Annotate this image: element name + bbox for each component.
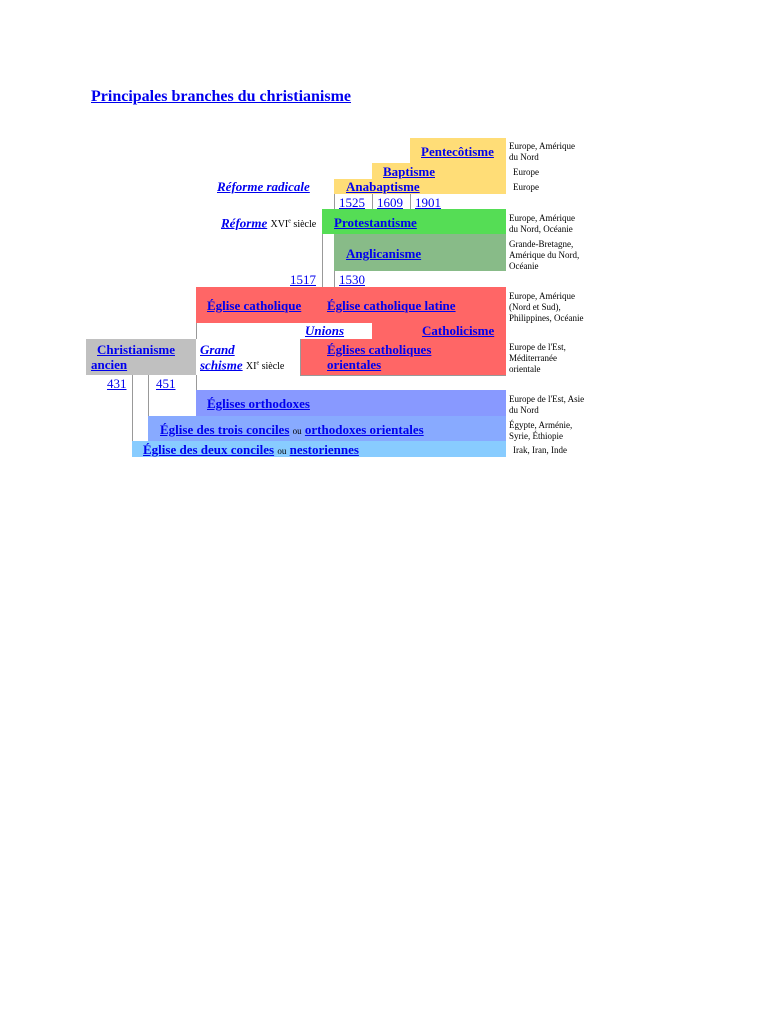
connector-line xyxy=(196,323,197,339)
reforme-row xyxy=(221,215,316,232)
region-baptisme: Europe xyxy=(513,167,539,177)
region-catholique: Europe, Amérique (Nord et Sud), Philippines, Océanie xyxy=(509,291,584,323)
link-year-1901[interactable]: 1901 xyxy=(415,195,441,210)
link-reforme-radicale[interactable]: Réforme radicale xyxy=(217,179,310,194)
link-catholicisme[interactable]: Catholicisme xyxy=(422,323,495,338)
link-orthodoxes-orientales[interactable]: orthodoxes orientales xyxy=(304,422,424,437)
link-baptisme[interactable]: Baptisme xyxy=(383,164,435,179)
link-eglises-orthodoxes[interactable]: Églises orthodoxes xyxy=(207,396,310,411)
ou-text: ou xyxy=(292,426,302,436)
region-anglicanisme: Grande-Bretagne, Amérique du Nord, Océanie xyxy=(509,239,580,271)
connector-line xyxy=(334,194,335,209)
deux-conciles-row xyxy=(143,442,359,459)
region-pentecotisme: Europe, Amérique du Nord xyxy=(509,141,575,162)
connector-line xyxy=(334,271,335,287)
link-eglise-catholique-latine[interactable]: Église catholique latine xyxy=(327,298,456,313)
link-year-1609[interactable]: 1609 xyxy=(377,195,403,210)
link-year-1525[interactable]: 1525 xyxy=(339,195,365,210)
link-anabaptisme[interactable]: Anabaptisme xyxy=(346,179,420,194)
reforme-century: XVIe siècle xyxy=(270,219,317,231)
diagram xyxy=(0,0,768,470)
link-protestantisme[interactable]: Protestantisme xyxy=(334,215,417,230)
connector-line xyxy=(372,194,373,209)
connector-line xyxy=(322,234,323,287)
trois-conciles-row xyxy=(160,422,424,439)
link-grand-schisme-2[interactable]: schisme xyxy=(200,357,243,373)
link-year-1530[interactable]: 1530 xyxy=(339,272,365,287)
link-unions[interactable]: Unions xyxy=(305,323,345,338)
link-eglise-deux-conciles[interactable]: Église des deux conciles xyxy=(143,442,275,457)
link-eglise-trois-conciles[interactable]: Église des trois conciles xyxy=(160,422,290,437)
link-nestoriennes[interactable]: nestoriennes xyxy=(289,442,359,457)
link-reforme[interactable]: Réforme xyxy=(221,215,268,231)
region-anabaptisme: Europe xyxy=(513,182,539,192)
schisme-row xyxy=(200,357,284,374)
link-grand-schisme[interactable]: Grand xyxy=(200,342,235,357)
connector-line xyxy=(300,375,506,376)
link-eglises-catholiques-orientales-2[interactable]: orientales xyxy=(327,357,382,372)
connector-line xyxy=(300,339,301,375)
region-protestantisme: Europe, Amérique du Nord, Océanie xyxy=(509,213,575,234)
link-year-431[interactable]: 431 xyxy=(107,376,127,391)
connector-line xyxy=(410,194,411,209)
region-orthodoxes: Europe de l'Est, Asie du Nord xyxy=(509,394,585,415)
region-deux-conciles: Irak, Iran, Inde xyxy=(513,445,567,455)
link-pentecotisme[interactable]: Pentecôtisme xyxy=(421,144,494,159)
connector-line xyxy=(132,375,133,441)
ou-text: ou xyxy=(277,446,287,456)
link-christianisme-ancien-2[interactable]: ancien xyxy=(91,357,128,372)
link-anglicanisme[interactable]: Anglicanisme xyxy=(346,246,422,261)
link-year-1517[interactable]: 1517 xyxy=(290,272,316,287)
region-catholiques-orientales: Europe de l'Est, Méditerranée orientale xyxy=(509,342,566,374)
link-year-451[interactable]: 451 xyxy=(156,376,176,391)
connector-line xyxy=(148,375,149,416)
page-title[interactable]: Principales branches du christianisme xyxy=(91,88,352,105)
schisme-century: XIe siècle xyxy=(245,361,285,373)
link-christianisme-ancien[interactable]: Christianisme xyxy=(97,342,175,357)
link-eglise-catholique[interactable]: Église catholique xyxy=(207,298,302,313)
connector-line xyxy=(196,375,197,390)
link-eglises-catholiques-orientales[interactable]: Églises catholiques xyxy=(327,342,432,357)
region-trois-conciles: Égypte, Arménie, Syrie, Éthiopie xyxy=(509,420,573,441)
